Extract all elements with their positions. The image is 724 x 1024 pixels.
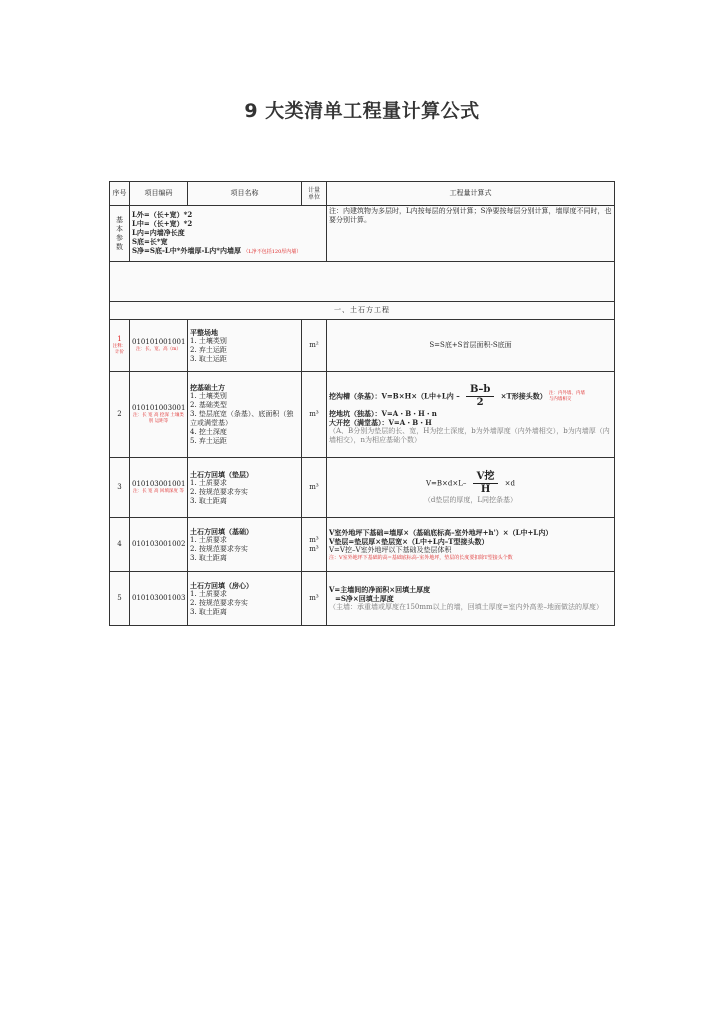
param-note: （L净不包括120厚内墙） <box>243 249 302 255</box>
row-formula <box>327 458 615 518</box>
header-row <box>110 182 615 206</box>
row-unit-value: m³ <box>309 544 319 553</box>
row-seq: 2 <box>110 372 130 458</box>
row-unit: m² <box>302 320 327 372</box>
formula-pit: 挖地坑（独基）：V=A・B・H・n <box>329 409 437 418</box>
formula-sheet <box>109 181 614 625</box>
basic-char: 基 <box>116 215 123 224</box>
row-code-note: 注：长、宽、高（m） <box>136 347 181 352</box>
fraction-denominator: 2 <box>476 397 484 408</box>
row-name-item: 1. 土壤类别 <box>190 392 227 400</box>
formula-note: （主墙：承重墙或厚度在150mm以上的墙，回填土厚度=室内外高差–地面做法的厚度） <box>329 603 604 611</box>
table-row <box>110 320 615 372</box>
formula-room-fill-alt: =S净×回填土厚度 <box>335 594 394 603</box>
param-line: S底=长*宽 <box>132 237 168 246</box>
spacer-cell <box>110 262 615 302</box>
row-code <box>130 320 188 372</box>
formula-trench-a: 挖沟槽（条基）：V=B×H×（L中+L内 – <box>329 391 460 401</box>
row-name-title: 平整场地 <box>190 327 218 337</box>
row-seq <box>110 320 130 372</box>
row-name-item: 2. 按规范要求夯实 <box>190 598 248 607</box>
row-name-item: 3. 取土距离 <box>190 496 227 505</box>
header-formula: 工程量计算式 <box>327 182 615 206</box>
basic-params-row <box>110 206 615 262</box>
row-name <box>188 320 302 372</box>
fraction-numerator: V挖 <box>473 471 499 484</box>
row-name-item: 3. 垫层底宽（条基）、底面积（独立或满堂基） <box>190 410 294 427</box>
row-unit-value: m³ <box>309 535 319 544</box>
row-name <box>188 372 302 458</box>
header-name: 项目名称 <box>188 182 302 206</box>
row-code <box>130 458 188 518</box>
param-line <box>132 246 324 257</box>
basic-char: 数 <box>116 242 123 251</box>
row-unit: m³ <box>302 458 327 518</box>
document-title: 9 大类清单工程量计算公式 <box>244 100 480 122</box>
row-formula <box>327 572 615 626</box>
row-name-item: 2. 弃土运距 <box>190 345 227 354</box>
row-name-item: 2. 按规范要求夯实 <box>190 487 248 496</box>
row-seq: 3 <box>110 458 130 518</box>
formula-red-note: 注：内外墙、内墙与内墙相交 <box>548 390 585 402</box>
formula-explanation: （A、B分别为垫层的长、宽，H为挖土深度，b为外墙厚度（内外墙相交），b为内墙厚（内墙相交），n为相应基础个数） <box>329 427 610 444</box>
row-seq: 4 <box>110 518 130 572</box>
param-line: L内=内墙净长度 <box>132 228 185 237</box>
basic-params-note: 注：内建筑物为多层时，L内按每层的分别计算；S净要按每层分别计算，墙厚度不同时，也要分别计算。 <box>327 206 615 262</box>
formula-note: （d垫层的厚度，L同挖条基） <box>423 495 518 504</box>
table-row <box>110 458 615 518</box>
formula-pre: V=B×d×L– <box>425 479 467 487</box>
row-seq-value: 1 <box>117 335 122 343</box>
row-name <box>188 572 302 626</box>
row-code-value: 010101003001 <box>132 404 186 412</box>
header-unit <box>302 182 327 206</box>
row-name-item: 4. 挖土深度 <box>190 428 227 436</box>
formula-table <box>109 181 615 626</box>
row-name-item: 3. 取土距离 <box>190 607 227 616</box>
row-code <box>130 372 188 458</box>
row-unit <box>302 518 327 572</box>
row-code-note: 注：长 宽 高 挖深 土壤类别 运距等 <box>133 413 184 424</box>
basic-char: 本 <box>116 224 123 233</box>
table-row <box>110 518 615 572</box>
formula-trench <box>329 384 612 409</box>
row-name-item: 1. 土质要求 <box>190 535 227 544</box>
row-name-item: 2. 按规范要求夯实 <box>190 544 248 553</box>
row-name-item: 1. 土质要求 <box>190 589 227 598</box>
formula-cushion: V垫层=垫层厚×垫层宽×（L中+L内–T型接头数） <box>329 537 489 546</box>
formula-foundation: V室外地坪下基础=墙厚×（基础底标高–室外地坪+h'）×（L中+L内） <box>329 528 553 537</box>
row-name-item: 1. 土质要求 <box>190 478 227 487</box>
formula-open-cut: 大开挖（满堂基）：V=A・B・H <box>329 418 432 427</box>
basic-params-list <box>130 206 327 262</box>
basic-params-label <box>110 206 130 262</box>
row-seq: 5 <box>110 572 130 626</box>
param-line: L中=（长+宽）*2 <box>132 219 193 228</box>
fraction-denominator: H <box>480 483 491 495</box>
fraction <box>466 384 494 409</box>
spacer-row <box>110 262 615 302</box>
table-row <box>110 572 615 626</box>
row-name-item: 5. 弃土运距 <box>190 437 227 445</box>
row-code: 010103001003 <box>130 572 188 626</box>
row-name-item: 2. 基础类型 <box>190 401 227 409</box>
row-name-title: 土石方回填（房心） <box>190 580 253 590</box>
formula-backfill <box>329 471 612 496</box>
row-name <box>188 458 302 518</box>
header-code: 项目编码 <box>130 182 188 206</box>
row-formula <box>327 372 615 458</box>
row-unit: m³ <box>302 572 327 626</box>
row-name <box>188 518 302 572</box>
fraction <box>473 471 499 496</box>
param-line-snet: S净=S底-L中*外墙厚-L内*内墙厚 <box>132 246 241 255</box>
row-formula <box>327 518 615 572</box>
row-name-item: 1. 土壤类别 <box>190 336 227 345</box>
formula-red-note: 注：V室外地坪下基础的高=基础底标高–室外地坪，垫层的长度要扣除T型接头个数 <box>329 555 513 561</box>
row-code-value: 010103001001 <box>132 480 186 488</box>
row-name-item: 3. 取土运距 <box>190 354 227 363</box>
formula-room-fill: V=主墙间的净面积×回填土厚度 <box>329 585 431 594</box>
fraction-numerator: B–b <box>466 384 494 397</box>
section-title: 一、土石方工程 <box>110 302 615 320</box>
row-code-note: 注：长 宽 高 回填深度 等 <box>133 489 184 494</box>
row-name-item: 3. 取土距离 <box>190 553 227 562</box>
section-row <box>110 302 615 320</box>
header-unit-line1: 计量 <box>307 186 320 194</box>
row-name-title: 土石方回填（垫层） <box>190 469 253 479</box>
param-line: L外=（长+宽）*2 <box>132 210 193 219</box>
header-seq: 序号 <box>110 182 130 206</box>
row-unit: m³ <box>302 372 327 458</box>
formula-trench-b: ×T形接头数） <box>500 391 547 401</box>
basic-char: 参 <box>116 233 123 242</box>
formula-volume: V=V挖–V室外地坪以下基础及垫层体积 <box>329 546 452 554</box>
header-unit-line2: 单位 <box>307 193 320 201</box>
row-code-value: 010101001001 <box>132 338 186 346</box>
row-code: 010103001002 <box>130 518 188 572</box>
table-row <box>110 372 615 458</box>
row-formula: S=S底+S首层面积-S底面 <box>327 320 615 372</box>
row-name-title: 挖基础土方 <box>190 383 225 392</box>
row-seq-note: 注释：计价 <box>112 344 127 355</box>
row-name-title: 土石方回填（基础） <box>190 526 253 536</box>
formula-post: ×d <box>504 479 516 487</box>
